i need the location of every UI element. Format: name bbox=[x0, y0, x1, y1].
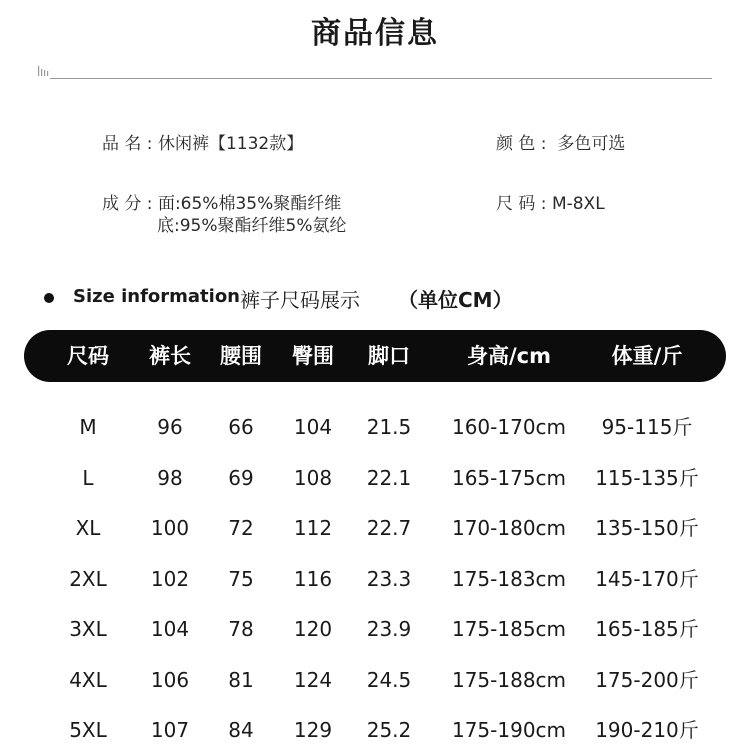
cell-size: 5XL bbox=[69, 718, 107, 742]
header-length: 裤长 bbox=[149, 344, 191, 368]
page-title: 商品信息 bbox=[311, 16, 439, 51]
cell-height: 175-185cm bbox=[451, 617, 567, 641]
cell-weight: 165-185斤 bbox=[595, 617, 699, 641]
cell-height: 175-188cm bbox=[451, 667, 567, 692]
header-height: 身高/cm bbox=[467, 344, 551, 368]
cell-waist: 81 bbox=[228, 667, 254, 692]
cell-size: L bbox=[82, 465, 94, 490]
product-material-lining: 底:95%聚酯纤维5%氨纶 bbox=[157, 216, 347, 236]
cell-waist: 72 bbox=[228, 516, 254, 540]
cell-hip: 129 bbox=[293, 718, 333, 742]
cell-length: 100 bbox=[150, 516, 190, 540]
title-divider bbox=[50, 78, 712, 79]
section-unit: （单位CM） bbox=[398, 288, 513, 312]
cell-size: XL bbox=[75, 516, 101, 540]
cell-leg-opening: 25.2 bbox=[366, 718, 412, 742]
cell-size: 2XL bbox=[69, 566, 107, 591]
cell-height: 165-175cm bbox=[451, 465, 567, 490]
cell-size: 3XL bbox=[69, 617, 107, 641]
product-color: 颜 色 : 多色可选 bbox=[496, 134, 626, 154]
cell-waist: 78 bbox=[228, 617, 254, 641]
cell-hip: 104 bbox=[293, 415, 333, 439]
cell-hip: 112 bbox=[293, 516, 333, 540]
cell-weight: 115-135斤 bbox=[595, 465, 699, 490]
cell-hip: 116 bbox=[293, 566, 333, 591]
bars-icon bbox=[38, 65, 50, 77]
section-title-en: Size information bbox=[73, 286, 241, 307]
cell-length: 102 bbox=[150, 566, 190, 591]
cell-weight: 95-115斤 bbox=[601, 415, 693, 439]
cell-hip: 108 bbox=[293, 465, 333, 490]
header-leg-opening: 脚口 bbox=[368, 344, 410, 368]
cell-leg-opening: 24.5 bbox=[366, 667, 412, 692]
cell-waist: 84 bbox=[228, 718, 254, 742]
cell-weight: 175-200斤 bbox=[595, 667, 699, 692]
cell-height: 160-170cm bbox=[451, 415, 567, 439]
cell-weight: 135-150斤 bbox=[595, 516, 699, 540]
cell-waist: 66 bbox=[228, 415, 254, 439]
cell-length: 107 bbox=[150, 718, 190, 742]
header-waist: 腰围 bbox=[220, 344, 262, 368]
header-hip: 臀围 bbox=[292, 344, 334, 368]
product-name: 品 名 : 休闲裤【1132款】 bbox=[102, 134, 304, 154]
cell-size: M bbox=[79, 415, 97, 439]
cell-leg-opening: 23.9 bbox=[366, 617, 412, 641]
cell-height: 175-190cm bbox=[451, 718, 567, 742]
product-material: 成 分 : 面:65%棉35%聚酯纤维 bbox=[102, 194, 342, 214]
cell-leg-opening: 21.5 bbox=[366, 415, 412, 439]
cell-length: 106 bbox=[150, 667, 190, 692]
cell-hip: 124 bbox=[293, 667, 333, 692]
cell-length: 98 bbox=[157, 465, 183, 490]
bullet-dot-icon bbox=[44, 293, 54, 303]
cell-length: 104 bbox=[150, 617, 190, 641]
section-title-cn: 裤子尺码展示 bbox=[240, 288, 360, 312]
cell-size: 4XL bbox=[69, 667, 107, 692]
cell-waist: 69 bbox=[228, 465, 254, 490]
cell-height: 175-183cm bbox=[451, 566, 567, 591]
cell-leg-opening: 22.1 bbox=[366, 465, 412, 490]
cell-length: 96 bbox=[157, 415, 183, 439]
cell-hip: 120 bbox=[293, 617, 333, 641]
header-size: 尺码 bbox=[67, 344, 109, 368]
product-size-range: 尺 码 : M-8XL bbox=[496, 194, 605, 214]
cell-weight: 145-170斤 bbox=[595, 566, 699, 591]
cell-leg-opening: 22.7 bbox=[366, 516, 412, 540]
cell-weight: 190-210斤 bbox=[595, 718, 699, 742]
cell-leg-opening: 23.3 bbox=[366, 566, 412, 591]
cell-height: 170-180cm bbox=[451, 516, 567, 540]
header-weight: 体重/斤 bbox=[611, 344, 683, 368]
cell-waist: 75 bbox=[228, 566, 254, 591]
